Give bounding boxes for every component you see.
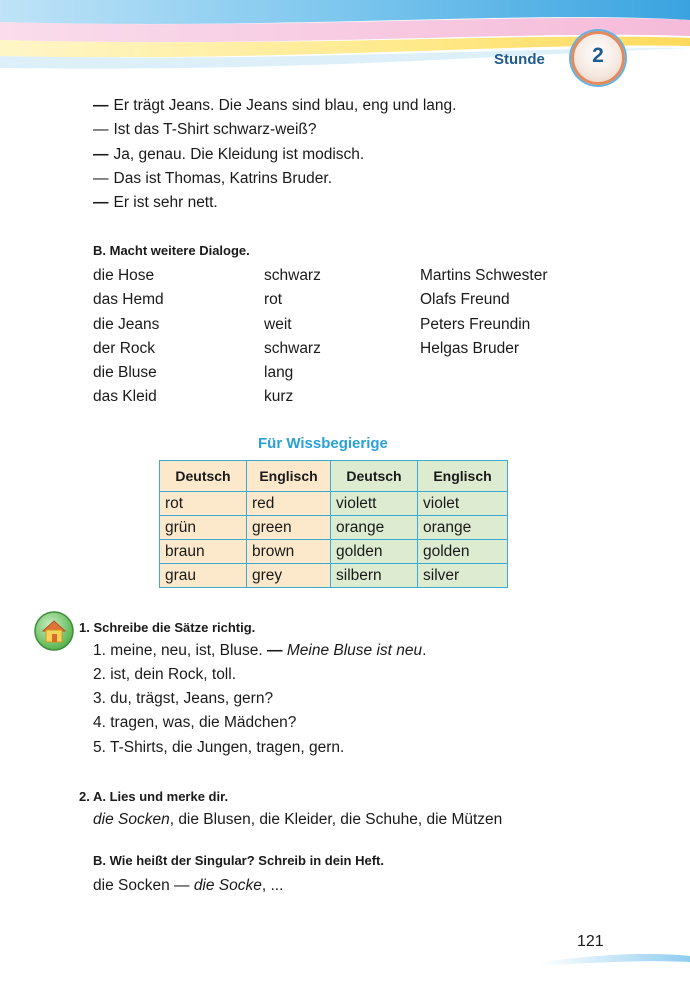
exercise1-item <box>93 642 426 660</box>
clothes-column <box>93 264 164 410</box>
exercise1-item: 4. tragen, was, die Mädchen? <box>93 714 297 731</box>
adjective-item: lang <box>264 364 294 382</box>
people-item: Helgas Bruder <box>420 339 520 357</box>
vocab-box-title: Für Wissbegierige <box>258 435 388 452</box>
exercise1-end: . <box>422 642 427 659</box>
people-item: Olafs Freund <box>420 291 510 309</box>
exercise1-item: 5. T-Shirts, die Jungen, tragen, gern. <box>93 739 345 756</box>
dialog-text: Ist das T-Shirt schwarz-weiß? <box>113 121 317 138</box>
exercise2b-heading: B. Wie heißt der Singular? Schreib in dein Heft. <box>93 853 384 868</box>
dialog-line <box>93 194 218 212</box>
adjective-item: kurz <box>264 388 294 406</box>
people-column <box>420 264 547 361</box>
adjective-item: rot <box>264 291 283 309</box>
vocab-row <box>160 516 508 540</box>
dialog-text: Das ist Thomas, Katrins Bruder. <box>113 170 333 187</box>
clothes-item: die Bluse <box>93 364 157 382</box>
vocab-cell: violet <box>418 492 508 516</box>
adjective-item: weit <box>264 315 292 333</box>
dialog-dash: — <box>93 170 109 187</box>
vocab-cell: grau <box>160 564 247 588</box>
exercise1-item: 3. du, trägst, Jeans, gern? <box>93 690 274 707</box>
vocab-header-row <box>160 461 508 492</box>
vocab-row <box>160 492 508 516</box>
page-number: 121 <box>577 933 604 950</box>
vocab-cell: green <box>247 516 331 540</box>
vocab-cell: braun <box>160 540 247 564</box>
vocab-cell: grün <box>160 516 247 540</box>
footer-swoosh <box>540 950 690 970</box>
plural-first: die Socken <box>93 811 170 828</box>
vocab-cell: brown <box>247 540 331 564</box>
lesson-badge <box>571 31 625 85</box>
dialog-dash: — <box>93 121 109 138</box>
singular-example <box>93 877 283 895</box>
vocab-cell: golden <box>418 540 508 564</box>
exercise1-item-text: 1. meine, neu, ist, Bluse. <box>93 642 263 659</box>
clothes-item: der Rock <box>93 339 156 357</box>
clothes-item: das Hemd <box>93 291 164 309</box>
vocab-cell: silbern <box>331 564 418 588</box>
vocab-row <box>160 564 508 588</box>
vocab-header: Deutsch <box>331 461 418 492</box>
dialog-dash: — <box>93 194 109 211</box>
dialog-dash: — <box>93 97 109 114</box>
adjective-item: schwarz <box>264 267 321 284</box>
plural-list <box>93 811 502 829</box>
vocab-cell: orange <box>418 516 508 540</box>
dialog-line <box>93 121 317 139</box>
vocab-cell: red <box>247 492 331 516</box>
plural-rest: , die Blusen, die Kleider, die Schuhe, die Mützen <box>169 811 503 828</box>
dialog-line <box>93 170 332 188</box>
people-item: Martins Schwester <box>420 267 548 284</box>
dialog-text: Ja, genau. Die Kleidung ist modisch. <box>113 146 365 163</box>
exercise1-dash: — <box>267 642 283 659</box>
section-b-heading: B. Macht weitere Dialoge. <box>93 243 250 258</box>
dialog-line <box>93 146 364 164</box>
adjective-column <box>264 264 321 410</box>
vocab-header: Englisch <box>247 461 331 492</box>
exercise1-example-answer: Meine Bluse ist neu <box>286 642 423 659</box>
dialog-text: Er trägt Jeans. Die Jeans sind blau, eng und lang. <box>113 97 457 114</box>
vocab-cell: golden <box>331 540 418 564</box>
dialog-dash: — <box>93 146 109 163</box>
exercise1-item: 2. ist, dein Rock, toll. <box>93 666 237 683</box>
adjective-item: schwarz <box>264 339 321 357</box>
homework-house-icon <box>33 610 75 652</box>
vocab-header: Deutsch <box>160 461 247 492</box>
clothes-item: die Jeans <box>93 315 160 333</box>
vocab-cell: orange <box>331 516 418 540</box>
vocab-cell: silver <box>418 564 508 588</box>
vocab-header: Englisch <box>418 461 508 492</box>
singular-suffix: , ... <box>261 877 284 894</box>
clothes-item: die Hose <box>93 267 155 284</box>
vocab-cell: grey <box>247 564 331 588</box>
lesson-label: Stunde <box>494 51 545 68</box>
vocab-cell: rot <box>160 492 247 516</box>
vocab-cell: violett <box>331 492 418 516</box>
lesson-number: 2 <box>592 44 604 67</box>
exercise1-heading: 1. Schreibe die Sätze richtig. <box>79 620 256 635</box>
people-item: Peters Freundin <box>420 315 531 333</box>
dialog-line <box>93 97 456 115</box>
clothes-item: das Kleid <box>93 388 157 406</box>
singular-answer: die Socke <box>193 877 262 894</box>
vocab-table <box>159 460 508 588</box>
vocab-row <box>160 540 508 564</box>
dialog-text: Er ist sehr nett. <box>113 194 218 211</box>
singular-prefix: die Socken — <box>93 877 190 894</box>
exercise2a-heading: 2. A. Lies und merke dir. <box>79 789 229 804</box>
